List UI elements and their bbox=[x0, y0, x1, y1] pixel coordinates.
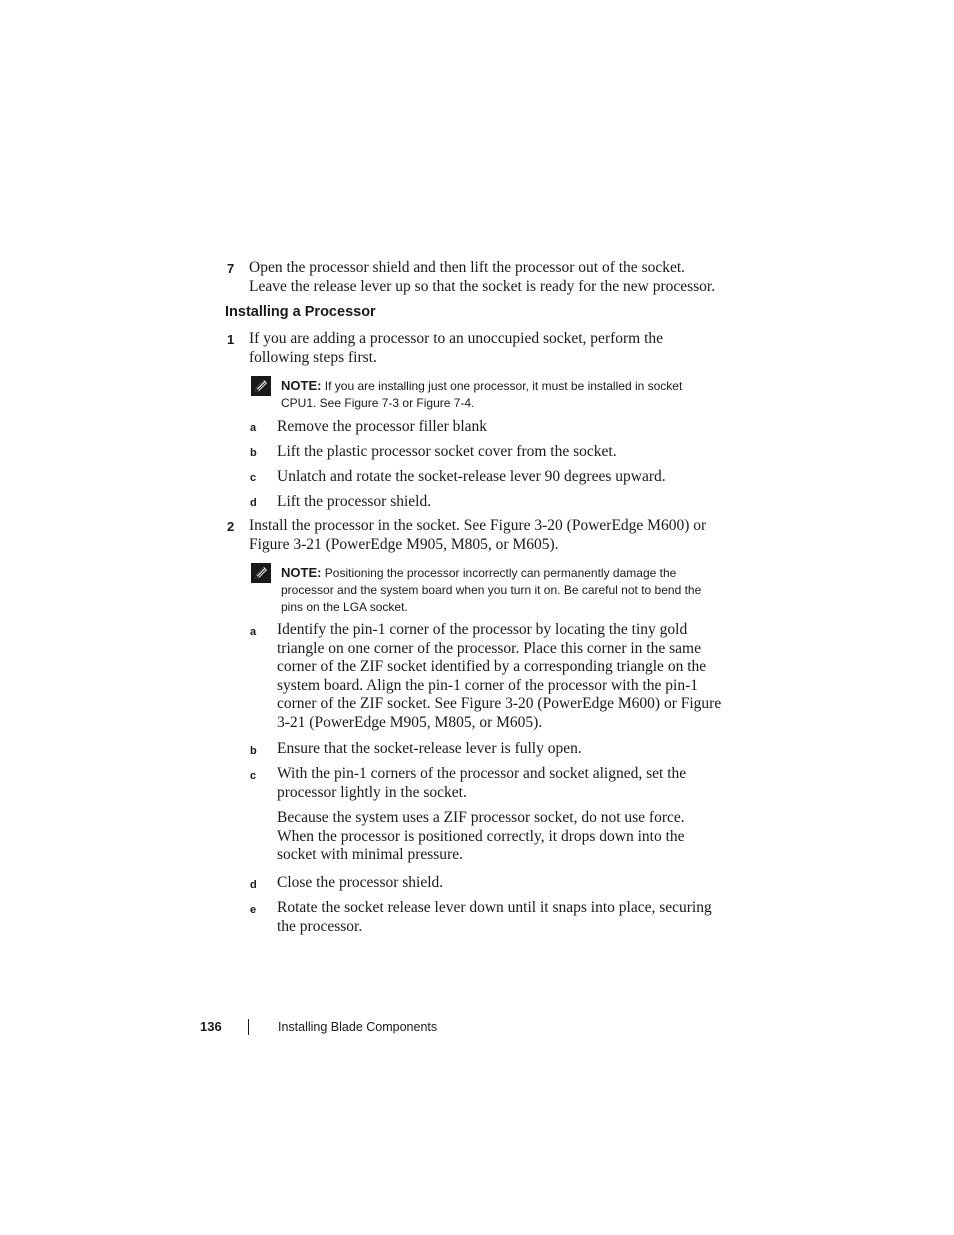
substep-letter: c bbox=[250, 770, 257, 782]
substep-text: Rotate the socket release lever down until it snaps into place, securing the processor. bbox=[277, 899, 712, 935]
step-text: Open the processor shield and then lift the processor out of the socket. Leave the release lever up so that the socket is ready for the new processor. bbox=[249, 259, 716, 295]
substep-letter: e bbox=[250, 904, 257, 916]
section-heading: Installing a Processor bbox=[225, 304, 376, 320]
substep-letter: c bbox=[250, 472, 257, 484]
substep-letter: a bbox=[250, 626, 257, 638]
footer-divider bbox=[248, 1019, 249, 1035]
chapter-title: Installing Blade Components bbox=[278, 1020, 438, 1034]
substep-text: Ensure that the socket-release lever is fully open. bbox=[277, 740, 582, 757]
substep-text: Unlatch and rotate the socket-release lever 90 degrees upward. bbox=[277, 468, 666, 485]
step-text: If you are adding a processor to an unoccupied socket, perform the following steps first. bbox=[249, 330, 664, 366]
note-pencil-icon bbox=[251, 376, 271, 396]
substep-letter: b bbox=[250, 447, 257, 459]
step-number: 2 bbox=[227, 519, 235, 534]
substep-letter: a bbox=[250, 422, 257, 434]
note-label: NOTE: bbox=[281, 565, 322, 580]
substep-text: Identify the pin-1 corner of the processor by locating the tiny gold triangle on one corner of the processor. Place this corner in the same corner of the ZIF socket identified by a corresponding triangle on the system board. Align the pin-1 corner of the processor with the pin-1 corner of the ZIF socket. See Figure 3-20 (PowerEdge M600) or Figure 3-21 (PowerEdge M905, M805, or M605). bbox=[277, 621, 722, 731]
page-number: 136 bbox=[200, 1019, 222, 1034]
step-number: 1 bbox=[227, 332, 235, 347]
substep-followup-text: Because the system uses a ZIF processor socket, do not use force. When the processor is positioned correctly, it drops down into the socket with minimal pressure. bbox=[277, 809, 685, 864]
substep-text: Remove the processor filler blank bbox=[277, 418, 488, 435]
note-pencil-icon bbox=[251, 563, 271, 583]
substep-text: Close the processor shield. bbox=[277, 874, 444, 891]
substep-text: With the pin-1 corners of the processor and socket aligned, set the processor lightly in the socket. bbox=[277, 765, 687, 801]
substep-text: Lift the plastic processor socket cover from the socket. bbox=[277, 443, 617, 460]
note bbox=[281, 564, 711, 616]
note-text: If you are installing just one processor, it must be installed in socket CPU1. See Figure 7-3 or Figure 7-4. bbox=[281, 379, 683, 410]
note bbox=[281, 377, 711, 412]
note-text: Positioning the processor incorrectly can permanently damage the processor and the system board when you turn it on. Be careful not to bend the pins on the LGA socket. bbox=[281, 566, 702, 614]
substep-letter: d bbox=[250, 879, 257, 891]
step-number: 7 bbox=[227, 261, 235, 276]
step-text: Install the processor in the socket. See Figure 3-20 (PowerEdge M600) or Figure 3-21 (PowerEdge M905, M805, or M605). bbox=[249, 517, 707, 553]
substep-letter: d bbox=[250, 497, 257, 509]
note-label: NOTE: bbox=[281, 378, 322, 393]
substep-letter: b bbox=[250, 745, 257, 757]
substep-text: Lift the processor shield. bbox=[277, 493, 432, 510]
